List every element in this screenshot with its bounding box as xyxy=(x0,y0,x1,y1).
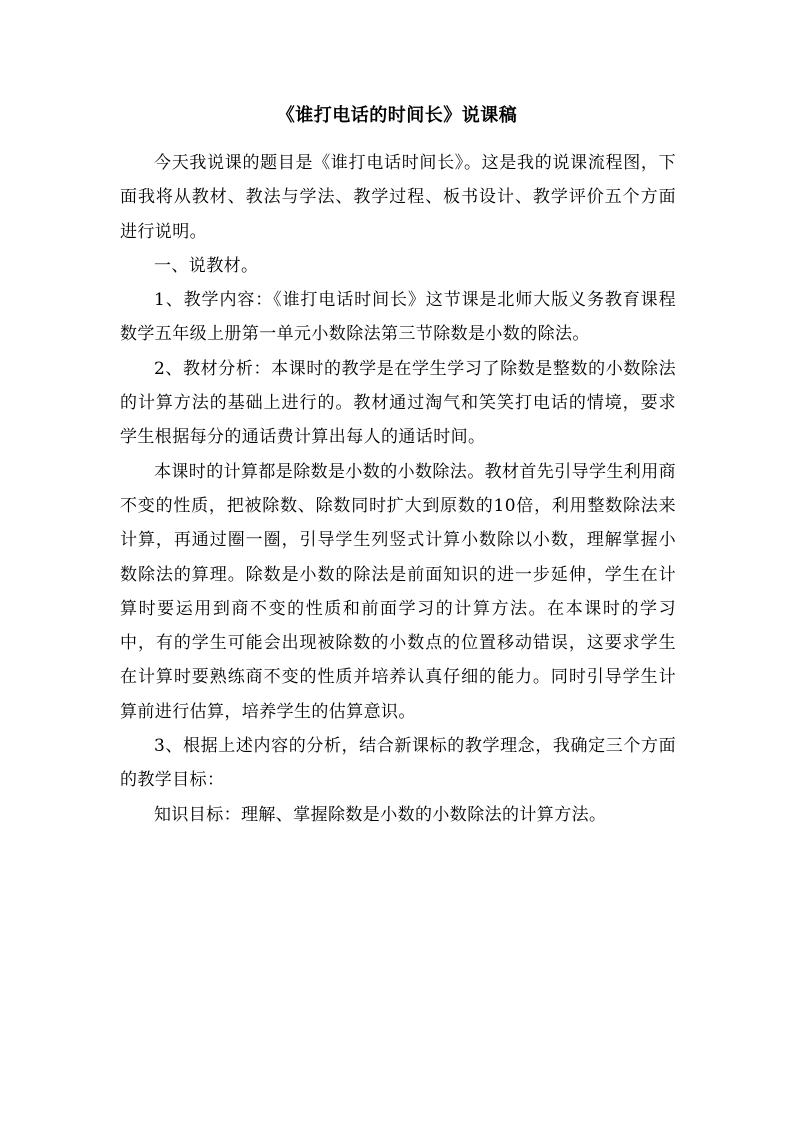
paragraph-goals-intro: 3、根据上述内容的分析，结合新课标的教学理念，我确定三个方面的教学目标： xyxy=(120,736,676,791)
document-title: 《谁打电话的时间长》说课稿 xyxy=(276,105,518,126)
paragraph-calculation-notes: 本课时的计算都是除数是小数的小数除法。教材首先引导学生利用商不变的性质，把被除数、除数同时扩大到原数的10倍，利用整数除法来计算，再通过圈一圈，引导学生列竖式计算小数除以小数，理解掌握小数除法的算理。除数是小数的除法是前面知识的进一步延伸，学生在计算时要运用到商不变的性质和前面学习的计算方法。在本课时的学习中，有的学生可能会出现被除数的小数点的位置移动错误，这要求学生在计算时要熟练商不变的性质并培养认真仔细的能力。同时引导学生计算前进行估算，培养学生的估算意识。 xyxy=(120,461,676,722)
paragraph-material-analysis: 2、教材分析：本课时的教学是在学生学习了除数是整数的小数除法的计算方法的基础上进行的。教材通过淘气和笑笑打电话的情境，要求学生根据每分的通话费计算出每人的通话时间。 xyxy=(120,358,676,448)
paragraph-knowledge-goal: 知识目标：理解、掌握除数是小数的小数除法的计算方法。 xyxy=(154,804,607,825)
document-body xyxy=(120,146,676,832)
paragraph-intro: 今天我说课的题目是《谁打电话时间长》。这是我的说课流程图，下面我将从教材、教法与学法、教学过程、板书设计、教学评价五个方面进行说明。 xyxy=(120,153,676,242)
paragraph-teaching-content: 1、教学内容：《谁打电话时间长》这节课是北师大版义务教育课程数学五年级上册第一单元小数除法第三节除数是小数的除法。 xyxy=(120,290,676,345)
paragraph-section-heading: 一、说教材。 xyxy=(154,255,259,276)
